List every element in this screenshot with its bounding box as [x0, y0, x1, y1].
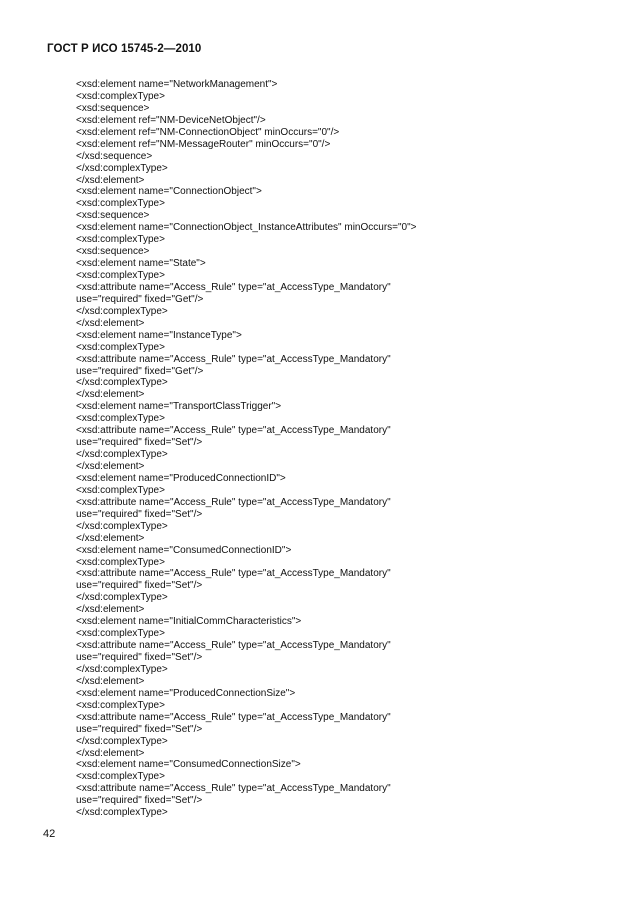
code-line: <xsd:attribute name="Access_Rule" type="at_AccessType_Mandatory"	[76, 496, 391, 508]
code-line: </xsd:element>	[76, 389, 145, 401]
code-line: <xsd:element name="ConsumedConnectionSize">	[76, 759, 301, 771]
code-line: <xsd:attribute name="Access_Rule" type="at_AccessType_Mandatory"	[76, 640, 391, 652]
code-line: </xsd:element>	[76, 675, 145, 687]
code-line: </xsd:element>	[76, 461, 145, 472]
code-line: </xsd:complexType>	[76, 807, 168, 819]
code-line: use="required" fixed="Set"/>	[76, 723, 203, 735]
code-line: <xsd:element name="ProducedConnectionID">	[76, 472, 286, 484]
code-line: </xsd:element>	[76, 604, 145, 616]
code-line: use="required" fixed="Get"/>	[76, 293, 204, 305]
code-line: use="required" fixed="Set"/>	[76, 437, 203, 449]
code-line: </xsd:complexType>	[76, 377, 168, 389]
code-line: <xsd:attribute name="Access_Rule" type="at_AccessType_Mandatory"	[76, 353, 391, 365]
code-line: </xsd:element>	[76, 532, 145, 544]
code-line: <xsd:element ref="NM-ConnectionObject" minOccurs="0"/>	[76, 126, 340, 138]
code-line: <xsd:sequence>	[76, 246, 150, 258]
code-line: <xsd:complexType>	[76, 771, 165, 783]
document-header: ГОСТ Р ИСО 15745-2—2010	[47, 43, 202, 55]
code-line: <xsd:complexType>	[76, 198, 165, 210]
code-line: </xsd:element>	[76, 174, 145, 186]
code-line: </xsd:element>	[76, 317, 145, 329]
code-line: </xsd:complexType>	[76, 162, 168, 174]
code-line: <xsd:complexType>	[76, 628, 165, 640]
code-line: <xsd:complexType>	[76, 270, 165, 281]
code-line: <xsd:element ref="NM-MessageRouter" minOccurs="0"/>	[76, 138, 331, 150]
code-line: use="required" fixed="Set"/>	[76, 652, 203, 663]
code-line: </xsd:element>	[76, 747, 145, 759]
code-line: <xsd:complexType>	[76, 90, 165, 102]
code-line: <xsd:attribute name="Access_Rule" type="at_AccessType_Mandatory"	[76, 281, 391, 293]
code-line: <xsd:complexType>	[76, 699, 165, 711]
code-line: <xsd:element name="NetworkManagement">	[76, 79, 278, 90]
code-line: <xsd:element name="InitialCommCharacteristics">	[76, 616, 302, 628]
code-line: </xsd:complexType>	[76, 735, 168, 747]
code-line: </xsd:complexType>	[76, 592, 168, 604]
code-line: </xsd:sequence>	[76, 150, 153, 162]
code-line: <xsd:element name="ProducedConnectionSize">	[76, 687, 296, 699]
code-line: <xsd:element name="TransportClassTrigger">	[76, 401, 282, 413]
code-line: </xsd:complexType>	[76, 520, 168, 532]
code-line: <xsd:sequence>	[76, 210, 150, 222]
code-line: <xsd:element name="ConsumedConnectionID">	[76, 544, 292, 556]
code-line: <xsd:element name="InstanceType">	[76, 329, 242, 341]
code-line: <xsd:element name="ConnectionObject">	[76, 186, 262, 198]
code-line: <xsd:sequence>	[76, 102, 150, 114]
code-line: </xsd:complexType>	[76, 305, 168, 317]
page-number: 42	[43, 828, 56, 840]
code-line: <xsd:complexType>	[76, 556, 165, 568]
xml-schema-listing	[76, 79, 596, 819]
code-line: <xsd:complexType>	[76, 484, 165, 496]
code-line: </xsd:complexType>	[76, 663, 168, 675]
code-line: use="required" fixed="Set"/>	[76, 580, 203, 592]
code-line: <xsd:attribute name="Access_Rule" type="at_AccessType_Mandatory"	[76, 783, 391, 795]
code-line: use="required" fixed="Set"/>	[76, 508, 203, 520]
code-line: <xsd:element name="ConnectionObject_InstanceAttributes" minOccurs="0">	[76, 222, 417, 234]
code-line: <xsd:attribute name="Access_Rule" type="at_AccessType_Mandatory"	[76, 711, 391, 723]
code-line: <xsd:complexType>	[76, 234, 165, 246]
code-line: <xsd:attribute name="Access_Rule" type="at_AccessType_Mandatory"	[76, 568, 391, 580]
code-line: use="required" fixed="Set"/>	[76, 795, 203, 807]
code-line: <xsd:attribute name="Access_Rule" type="at_AccessType_Mandatory"	[76, 425, 391, 437]
code-line: </xsd:complexType>	[76, 449, 168, 461]
code-line: <xsd:complexType>	[76, 413, 165, 425]
code-line: use="required" fixed="Get"/>	[76, 365, 204, 377]
code-line: <xsd:element ref="NM-DeviceNetObject"/>	[76, 114, 266, 126]
code-line: <xsd:element name="State">	[76, 258, 206, 270]
code-line: <xsd:complexType>	[76, 341, 165, 353]
